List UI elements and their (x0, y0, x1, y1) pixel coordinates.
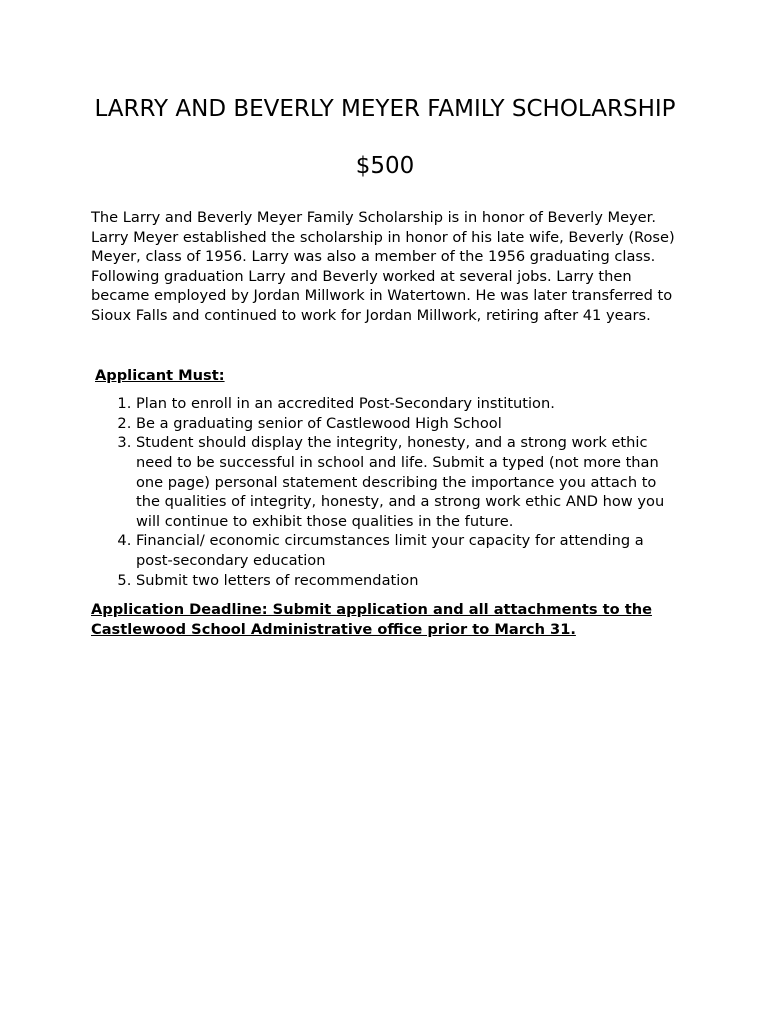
requirements-heading: Applicant Must: (95, 366, 225, 384)
requirements-list (91, 394, 681, 590)
requirement-item: 5. Submit two letters of recommendation (136, 571, 681, 591)
document-page (91, 94, 691, 639)
scholarship-amount: $500 (355, 153, 415, 179)
requirement-item: 4. Financial/ economic circumstances limit your capacity for attending a post-secondary education (136, 531, 681, 570)
requirement-item: 2. Be a graduating senior of Castlewood High School (136, 414, 681, 434)
intro-paragraph: The Larry and Beverly Meyer Family Scholarship is in honor of Beverly Meyer. Larry Meyer established the scholarship in honor of his late wife, Beverly (Rose) Meyer, class of 1956. Larry was also a member of the 1956 graduating class. Following graduation Larry and Beverly worked at several jobs. Larry then became employed by Jordan Millwork in Watertown. He was later transferred to Sioux Falls and continued to work for Jordan Millwork, retiring after 41 years. (91, 209, 675, 324)
requirement-item: 3. Student should display the integrity, honesty, and a strong work ethic need to be successful in school and life. Submit a typed (not more than one page) personal statement describing the importance you attach to the qualities of integrity, honesty, and a strong work ethic AND how you will continue to exhibit those qualities in the future. (136, 433, 681, 531)
requirement-item: 1. Plan to enroll in an accredited Post-Secondary institution. (136, 394, 681, 414)
application-deadline: Application Deadline: Submit application and all attachments to the Castlewood School Administrative office prior to March 31. (91, 601, 652, 638)
document-title: LARRY AND BEVERLY MEYER FAMILY SCHOLARSHIP (94, 96, 676, 122)
